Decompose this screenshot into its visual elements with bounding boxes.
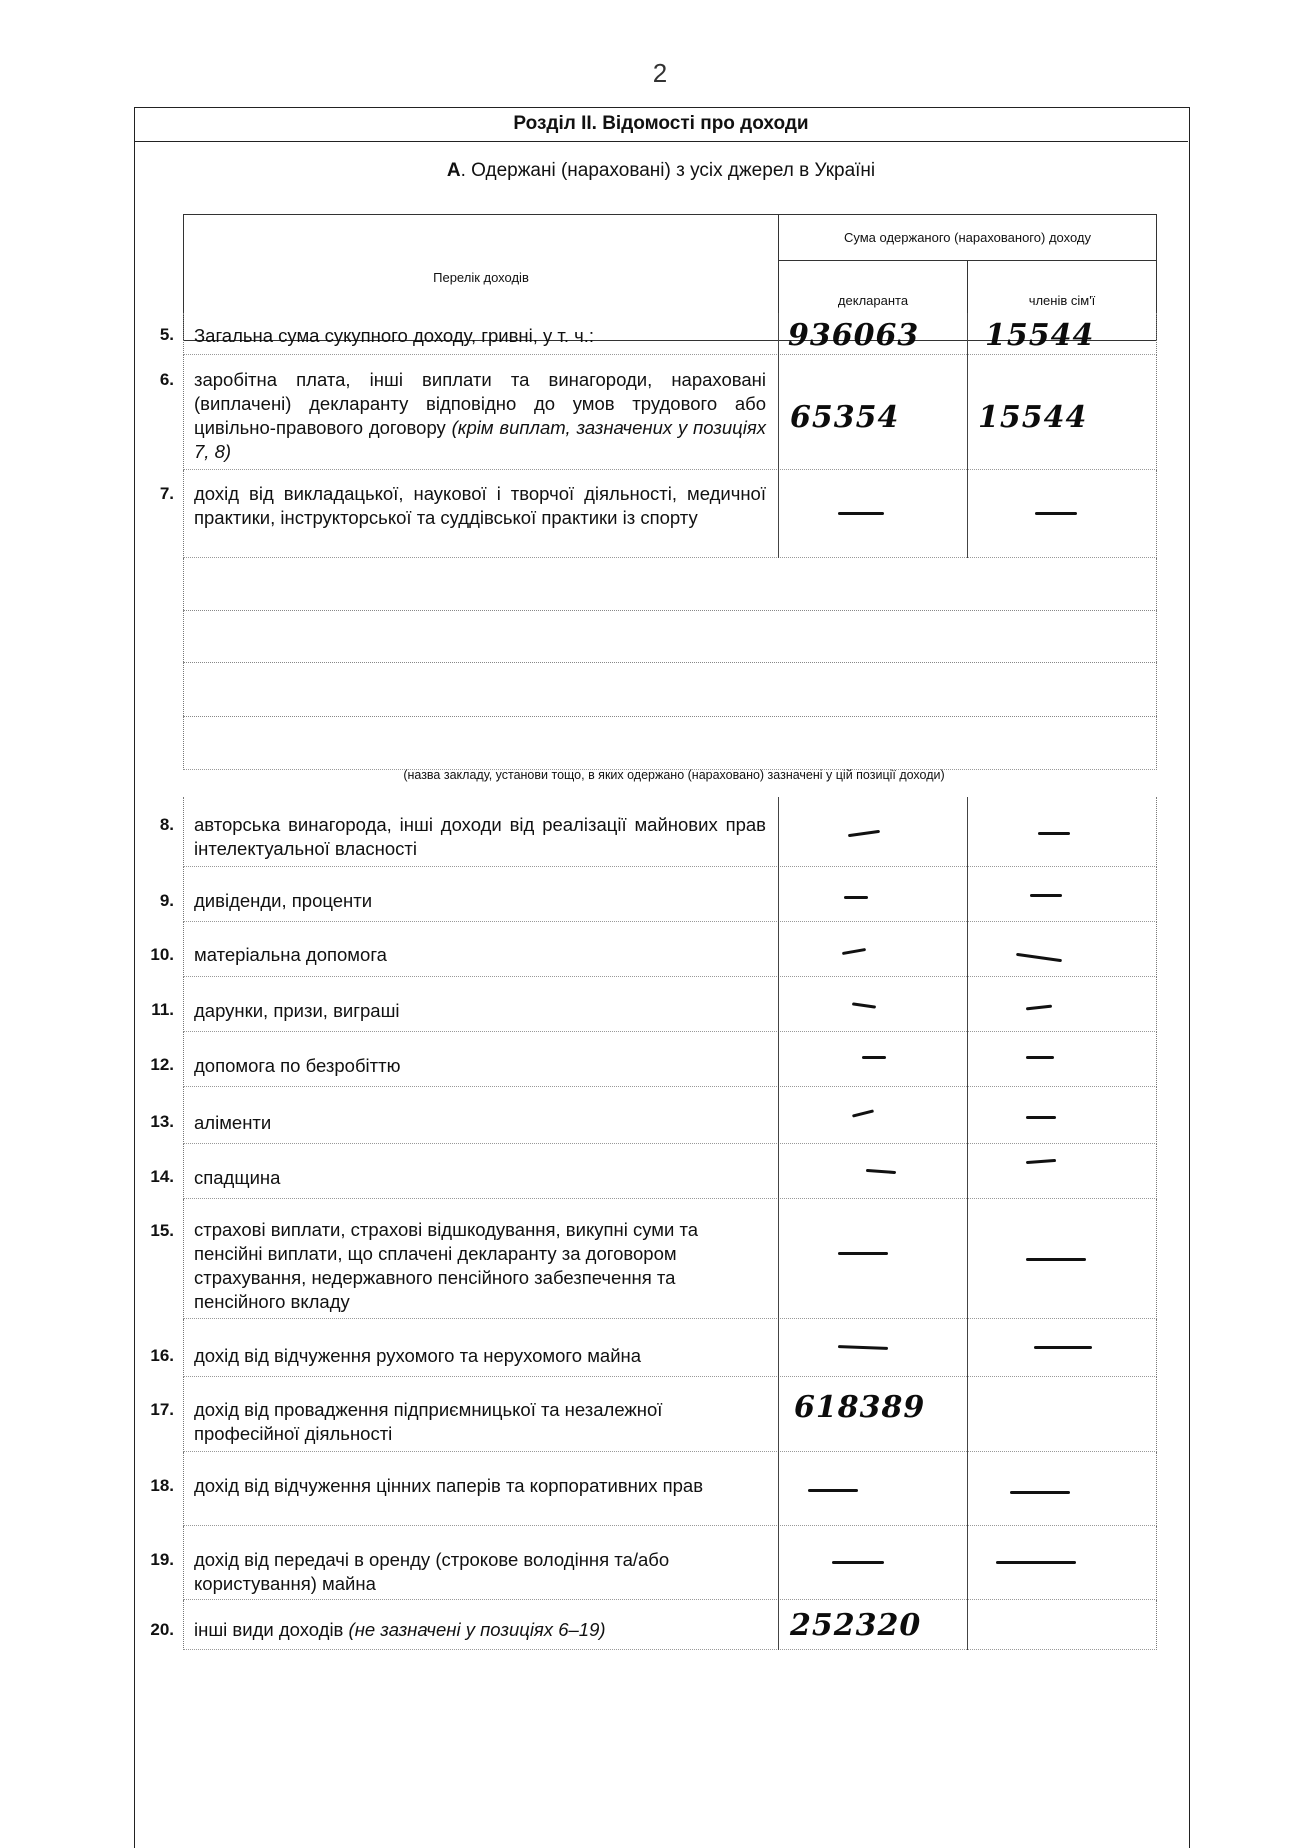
row-6-number: 6.: [159, 370, 174, 389]
row-6-label: [194, 368, 766, 464]
row-17-declarant-value: 618389: [794, 1390, 926, 1425]
row-9-number: 9.: [159, 891, 174, 910]
column-divider: [778, 797, 779, 1650]
blank-line: [183, 662, 1157, 663]
header-family: членів сім'ї: [967, 260, 1157, 341]
row-5-label: Загальна сума сукупного доходу, гривні, у т. ч.:: [194, 325, 595, 346]
dash-mark: [1035, 512, 1077, 515]
dash-mark: [1030, 894, 1062, 897]
row-14-label: спадщина: [194, 1167, 281, 1188]
row-6-family-value: 15544: [978, 400, 1088, 435]
row-17-label: дохід від провадження підприємницької та незалежної професійної діяльності: [194, 1399, 663, 1444]
subtitle-text: . Одержані (нараховані) з усіх джерел в Україні: [460, 160, 876, 181]
row-20-label-italic: (не зазначені у позиціях 6–19): [348, 1619, 606, 1640]
row-20-number: 20.: [150, 1620, 174, 1639]
row-6-label-text: заробітна плата, інші виплати та винагороди, нараховані (виплачені) декларанту відповідно до умов трудового або цивільно-правового договору: [194, 369, 766, 438]
blank-line: [183, 610, 1157, 611]
column-divider: [967, 355, 968, 470]
column-divider: [778, 355, 779, 470]
row-5-family-value: 15544: [985, 318, 1095, 353]
row-12-label: допомога по безробіттю: [194, 1055, 401, 1076]
row-20-label: [194, 1618, 754, 1642]
row-14-number: 14.: [150, 1167, 174, 1186]
row-15-label: страхові виплати, страхові відшкодування, викупні суми та пенсійні виплати, що сплачені декларанту за договором страхування, недержавного пенсійного забезпечення та пенсійного вкладу: [194, 1219, 699, 1312]
subtitle: [134, 160, 1188, 182]
row-13-number: 13.: [150, 1112, 174, 1131]
dash-mark: [1010, 1491, 1070, 1494]
row-18-label: дохід від відчуження цінних паперів та корпоративних прав: [194, 1475, 704, 1496]
dash-mark: [1026, 1056, 1054, 1059]
row-19-label: дохід від передачі в оренду (строкове володіння та/або користування) майна: [194, 1549, 670, 1594]
column-divider: [967, 797, 968, 1650]
header-list-of-income: Перелік доходів: [183, 214, 779, 341]
dash-mark: [1026, 1258, 1086, 1261]
dash-mark: [832, 1561, 884, 1564]
row-20-declarant-value: 252320: [790, 1608, 922, 1643]
header-sum: Сума одержаного (нарахованого) доходу: [778, 214, 1157, 261]
institution-note: (назва закладу, установи тощо, в яких одержано (нараховано) зазначені у цій позиції доходи): [403, 768, 945, 782]
dash-mark: [1034, 1346, 1092, 1349]
dash-mark: [1026, 1116, 1056, 1119]
column-divider: [967, 470, 968, 558]
row-18-number: 18.: [150, 1476, 174, 1495]
dash-mark: [844, 896, 868, 899]
subtitle-letter: А: [446, 160, 461, 181]
row-8-number: 8.: [159, 815, 174, 834]
column-divider: [967, 313, 968, 355]
page-number: 2: [652, 58, 668, 88]
row-6-label-italic: (крім виплат, зазначених у позиціях 7, 8): [194, 417, 767, 462]
section-title: Розділ II. Відомості про доходи: [134, 107, 1188, 142]
row-17-number: 17.: [150, 1400, 174, 1419]
row-16-number: 16.: [150, 1346, 174, 1365]
dash-mark: [808, 1489, 858, 1492]
row-20-label-text: інші види доходів: [194, 1619, 344, 1640]
row-13-label: аліменти: [194, 1112, 272, 1133]
row-11-number: 11.: [151, 1000, 174, 1019]
row-8-label: авторська винагорода, інші доходи від реалізації майнових прав інтелектуальної власності: [194, 814, 766, 859]
row-5-number: 5.: [159, 325, 174, 344]
column-divider: [778, 470, 779, 558]
column-divider: [778, 313, 779, 355]
row-12-number: 12.: [150, 1055, 174, 1074]
dash-mark: [862, 1056, 886, 1059]
row-9-label: дивіденди, проценти: [194, 890, 373, 911]
header-declarant: декларанта: [778, 260, 968, 341]
institution-block: [183, 558, 1157, 770]
row-10-label: матеріальна допомога: [194, 944, 387, 965]
dash-mark: [996, 1561, 1076, 1564]
row-7-label: дохід від викладацької, наукової і творчої діяльності, медичної практики, інструкторської та суддівської практики із спорту: [194, 483, 766, 528]
blank-line: [183, 716, 1157, 717]
row-7-number: 7.: [159, 484, 174, 503]
row-6-declarant-value: 65354: [790, 400, 900, 435]
row-11-label: дарунки, призи, виграші: [194, 1000, 400, 1021]
row-5-declarant-value: 936063: [788, 318, 920, 353]
dash-mark: [1038, 832, 1070, 835]
dash-mark: [838, 1252, 888, 1255]
row-16-label: дохід від відчуження рухомого та нерухомого майна: [194, 1345, 642, 1366]
row-15-number: 15.: [150, 1221, 174, 1240]
row-19-number: 19.: [150, 1550, 174, 1569]
row-10-number: 10.: [150, 945, 174, 964]
dash-mark: [838, 512, 884, 515]
